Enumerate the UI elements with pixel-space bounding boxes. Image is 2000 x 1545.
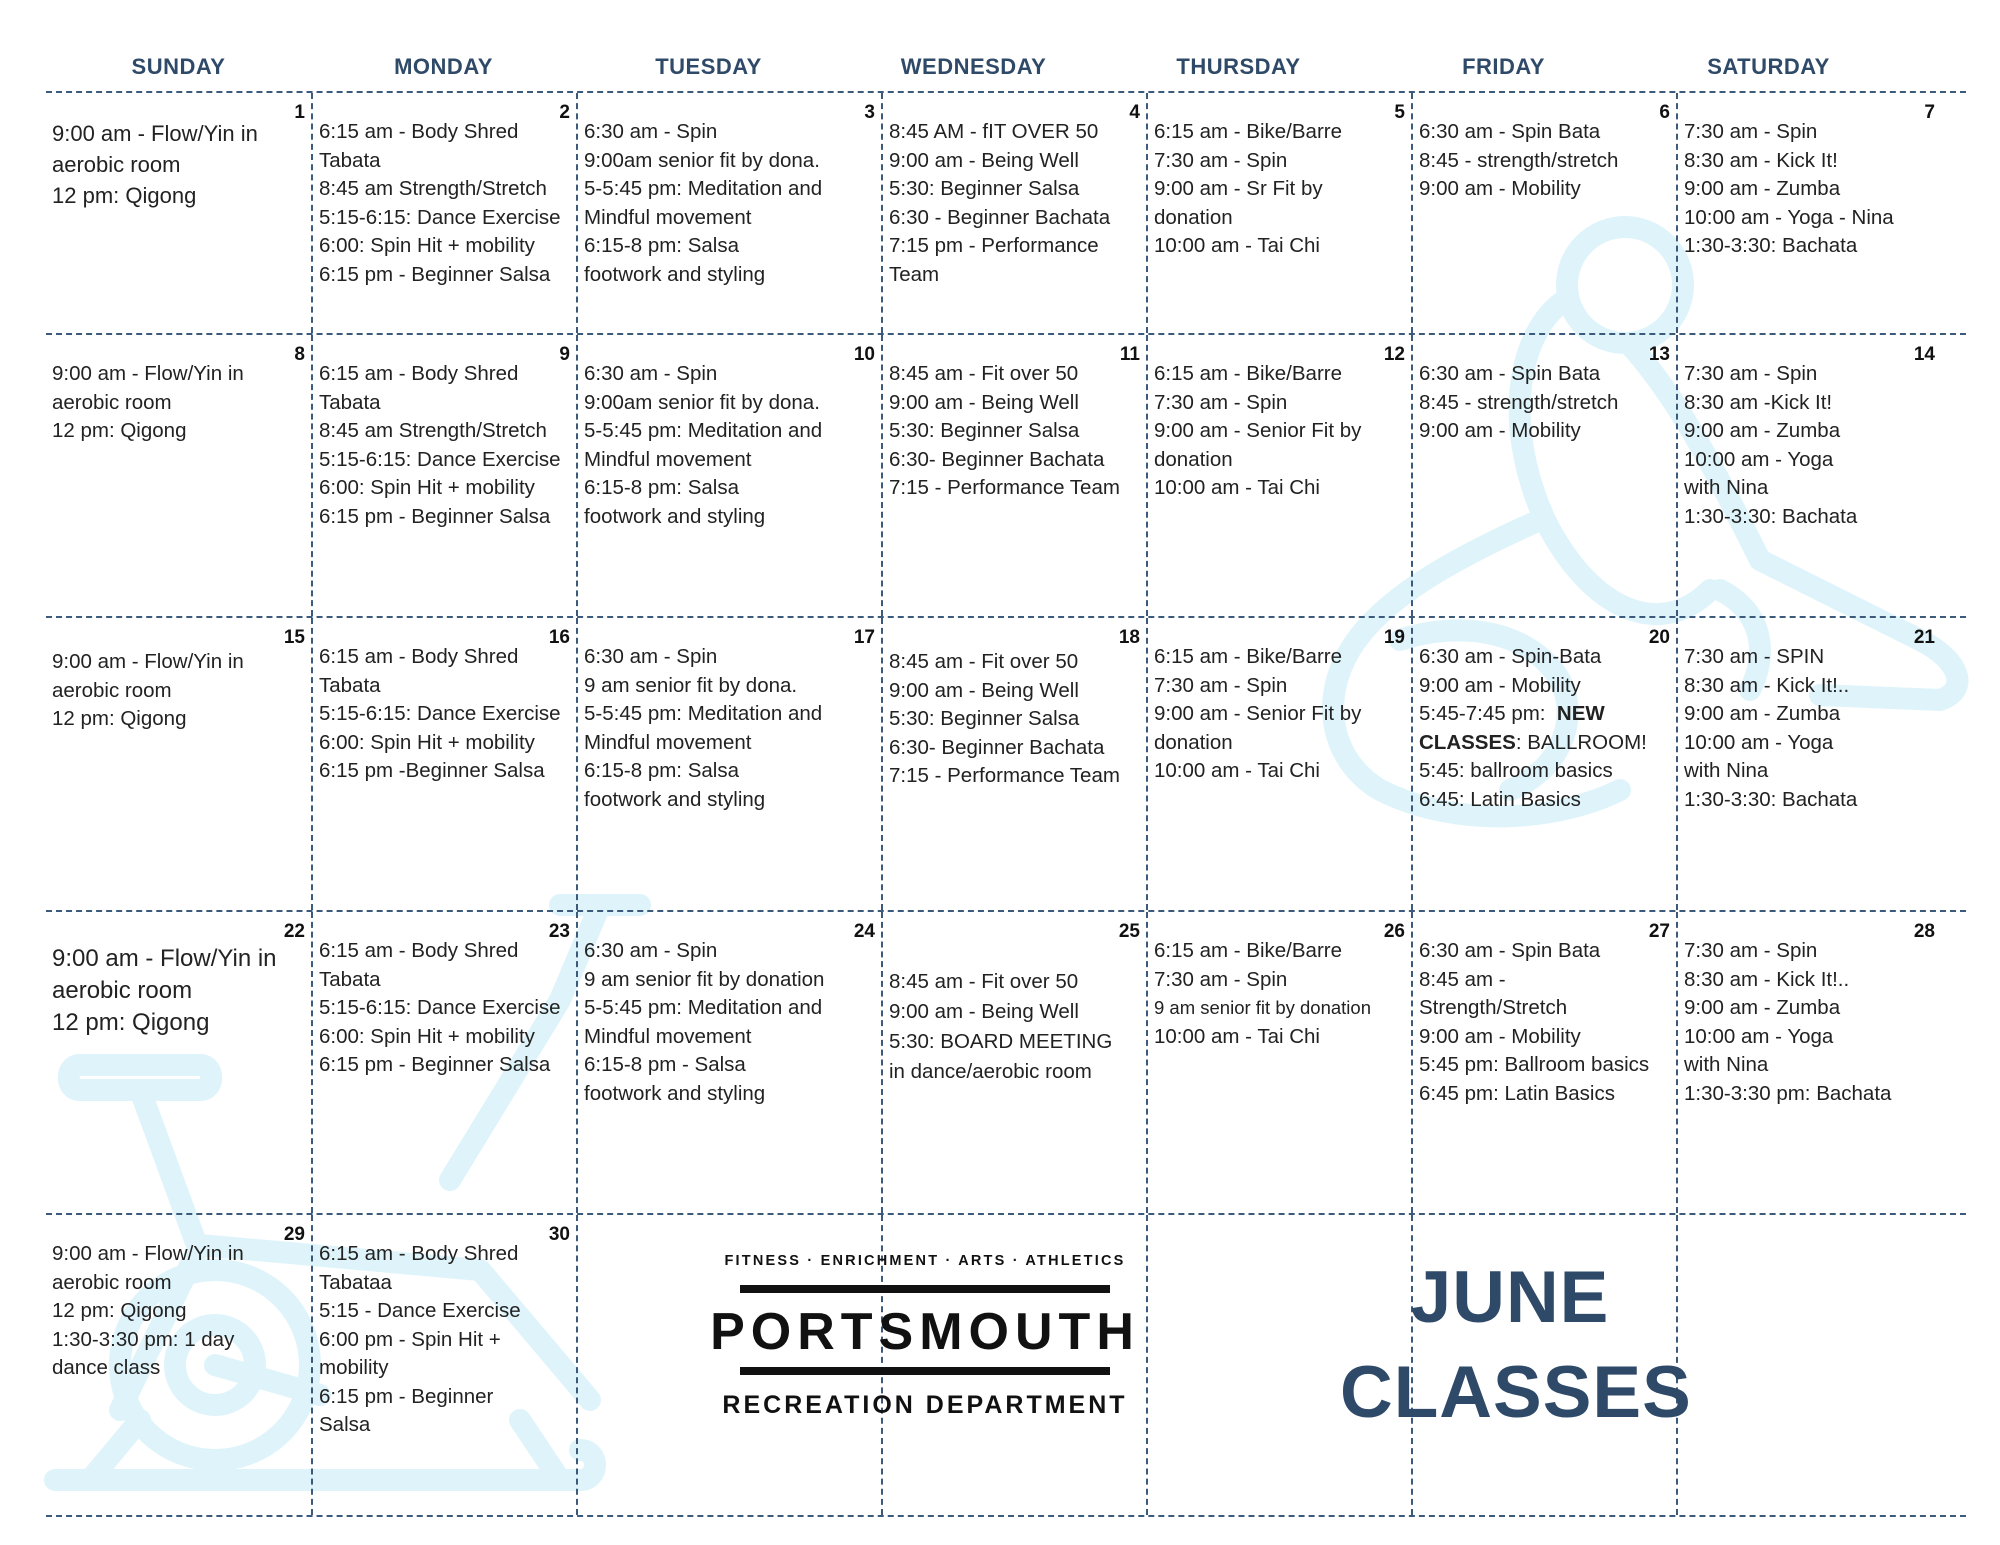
class-entry: 12 pm: Qigong xyxy=(52,707,187,730)
class-entry: 7:30 am - Spin xyxy=(1684,939,1818,962)
day-cell xyxy=(46,1215,311,1515)
weekday-wednesday: WEDNESDAY xyxy=(900,54,1047,79)
day-cell xyxy=(46,335,311,616)
class-entry: 9:00 am - Zumba xyxy=(1684,419,1841,442)
class-entry: 1:30-3:30 pm: Bachata xyxy=(1684,1081,1892,1105)
class-entry: 9:00 am - Flow/Yin in xyxy=(52,650,244,673)
class-entry: 5:15 - Dance Exercise xyxy=(319,1299,521,1322)
class-entry: 9:00 am - Mobility xyxy=(1419,1024,1581,1048)
day-cell xyxy=(311,335,576,616)
class-entry: Mindful movement xyxy=(584,1024,752,1048)
class-entry: 12 pm: Qigong xyxy=(52,419,187,442)
class-entry: 5-5:45 pm: Meditation and xyxy=(584,702,823,725)
class-entry: 8:45 - strength/stretch xyxy=(1419,148,1619,172)
class-entry: 9 am senior fit by dona. xyxy=(584,673,798,697)
class-entry: 9:00 am - Sr Fit by xyxy=(1154,177,1323,200)
class-entry: 6:15 pm - Beginner xyxy=(319,1384,494,1408)
date-number: 19 xyxy=(1383,627,1405,648)
class-entry: 12 pm: Qigong xyxy=(52,183,197,208)
class-entry: 9:00 am - Mobility xyxy=(1419,177,1581,200)
class-entry: 5-5:45 pm: Meditation and xyxy=(584,996,823,1019)
date-number: 8 xyxy=(294,344,305,365)
class-entry: Tabataa xyxy=(319,1270,392,1294)
class-entry: 5:30: Beginner Salsa xyxy=(889,707,1080,730)
class-entry: 6:15-8 pm - Salsa xyxy=(584,1053,746,1076)
class-entry: 5:45 pm: Ballroom basics xyxy=(1419,1053,1650,1076)
new-label: NEW xyxy=(1556,702,1605,725)
class-entry: 6:15-8 pm: Salsa xyxy=(584,759,739,782)
class-entry: 5:15-6:15: Dance Exercise xyxy=(319,205,561,229)
date-number: 22 xyxy=(283,921,305,942)
weekday-thursday: THURSDAY xyxy=(1176,54,1301,79)
class-entry: Tabata xyxy=(319,673,381,697)
class-entry: 7:15 - Performance Team xyxy=(889,764,1120,787)
class-entry: 9:00 am - Flow/Yin in xyxy=(52,121,258,146)
class-entry: 6:30- Beginner Bachata xyxy=(889,447,1105,471)
class-entry: 9:00 am - Being Well xyxy=(889,390,1079,414)
day-cell xyxy=(576,618,881,910)
day-cell xyxy=(576,335,881,616)
week-row xyxy=(46,912,1966,1213)
date-number: 5 xyxy=(1394,102,1405,123)
class-entry: 7:30 am - Spin xyxy=(1154,967,1288,991)
class-entry: Mindful movement xyxy=(584,205,752,229)
date-number: 26 xyxy=(1383,921,1405,942)
day-cell xyxy=(881,618,1146,910)
class-entry: Tabata xyxy=(319,390,381,414)
class-entry: aerobic room xyxy=(52,152,181,177)
class-entry: 6:30 am - Spin Bata xyxy=(1419,939,1601,962)
new-classes-time: 5:45-7:45 pm: xyxy=(1419,702,1557,725)
class-entry: Mindful movement xyxy=(584,730,752,754)
title-line-june: JUNE xyxy=(1410,1257,1610,1338)
day-cell xyxy=(1676,912,1941,1213)
class-entry: 10:00 am - Yoga xyxy=(1684,1024,1834,1048)
class-entry: with Nina xyxy=(1684,759,1769,782)
date-number: 23 xyxy=(548,921,570,942)
date-number: 10 xyxy=(853,344,875,365)
weekday-tuesday: TUESDAY xyxy=(655,54,762,79)
day-cell xyxy=(576,912,881,1213)
date-number: 21 xyxy=(1913,627,1935,648)
logo-tagline: FITNESS · ENRICHMENT · ARTS · ATHLETICS xyxy=(724,1253,1126,1269)
weekday-sunday: SUNDAY xyxy=(131,54,226,79)
day-cell xyxy=(1411,335,1676,616)
date-number: 18 xyxy=(1118,627,1140,648)
logo-rule xyxy=(740,1367,1110,1375)
class-entry: dance class xyxy=(52,1356,161,1379)
class-entry: 8:45 am Strength/Stretch xyxy=(319,419,547,442)
class-entry: 6:30 - Beginner Bachata xyxy=(889,205,1111,229)
class-entry: 6:15 pm - Beginner Salsa xyxy=(319,1053,551,1076)
class-entry: 9:00 am - Being Well xyxy=(889,148,1079,172)
class-entry: Strength/Stretch xyxy=(1419,996,1568,1019)
class-entry: aerobic room xyxy=(52,977,193,1004)
date-number: 12 xyxy=(1383,344,1405,365)
day-cell xyxy=(46,618,311,910)
class-entry: 8:45 - strength/stretch xyxy=(1419,390,1619,414)
class-entry: 8:45 AM - fIT OVER 50 xyxy=(889,120,1099,143)
class-entry: 10:00 am - Tai Chi xyxy=(1154,476,1320,499)
class-entry: 12 pm: Qigong xyxy=(52,1009,210,1036)
class-entry: 6:15 am - Bike/Barre xyxy=(1154,939,1342,962)
class-entry: 6:00: Spin Hit + mobility xyxy=(319,234,535,257)
class-entry: 8:30 am -Kick It! xyxy=(1684,390,1833,414)
day-cell xyxy=(311,93,576,333)
class-entry: 6:15 pm - Beginner Salsa xyxy=(319,262,551,286)
class-entry: 9:00 am - Mobility xyxy=(1419,419,1581,442)
class-entry: 10:00 am - Tai Chi xyxy=(1154,234,1320,257)
logo-name: PORTSMOUTH xyxy=(710,1303,1140,1361)
date-number: 28 xyxy=(1913,921,1935,942)
weekday-friday: FRIDAY xyxy=(1462,54,1545,79)
class-entry: 6:00: Spin Hit + mobility xyxy=(319,1024,535,1048)
class-entry: 9 am senior fit by donation xyxy=(584,967,825,991)
week-row xyxy=(46,618,1966,910)
class-entry: 6:15 am - Body Shred xyxy=(319,1242,519,1265)
class-entry: 7:30 am - SPIN xyxy=(1684,645,1825,668)
class-entry: 7:30 am - Spin xyxy=(1684,120,1818,143)
class-entry: footwork and styling xyxy=(584,1081,766,1105)
class-entry: footwork and styling xyxy=(584,262,766,286)
logo-rule xyxy=(740,1285,1110,1293)
day-cell xyxy=(46,912,311,1213)
page-title xyxy=(1340,1250,1692,1440)
class-entry: 6:30 am - Spin xyxy=(584,939,718,962)
class-entry: donation xyxy=(1154,730,1233,754)
class-entry: 6:15 am - Body Shred xyxy=(319,645,519,668)
day-cell xyxy=(1146,618,1411,910)
day-cell xyxy=(881,93,1146,333)
weekday-header-row xyxy=(46,40,1966,91)
class-entry: 8:45 am - Fit over 50 xyxy=(889,362,1079,385)
day-cell xyxy=(1146,335,1411,616)
date-number: 7 xyxy=(1924,102,1935,123)
grid-divider xyxy=(46,1515,1966,1517)
date-number: 3 xyxy=(864,102,875,123)
class-entry: 9:00 am - Flow/Yin in xyxy=(52,1242,244,1265)
class-entry: 6:15 am - Bike/Barre xyxy=(1154,645,1342,668)
day-cell xyxy=(1146,93,1411,333)
date-number: 20 xyxy=(1648,627,1670,648)
date-number: 16 xyxy=(548,627,570,648)
class-entry: 6:00 pm - Spin Hit + xyxy=(319,1327,501,1351)
day-cell xyxy=(881,335,1146,616)
class-entry: aerobic room xyxy=(52,678,172,702)
class-entry: 10:00 am - Tai Chi xyxy=(1154,759,1320,782)
class-entry: 9:00 am - Senior Fit by xyxy=(1154,702,1362,725)
class-entry: 9:00 am - Senior Fit by xyxy=(1154,419,1362,442)
class-entry: 6:15 am - Body Shred xyxy=(319,939,519,962)
class-entry: aerobic room xyxy=(52,390,172,414)
class-entry: Team xyxy=(889,262,940,286)
class-entry: 8:45 am Strength/Stretch xyxy=(319,177,547,200)
day-cell xyxy=(1676,618,1941,910)
day-cell xyxy=(881,912,1146,1213)
date-number: 6 xyxy=(1659,102,1670,123)
class-entry: 5-5:45 pm: Meditation and xyxy=(584,419,823,442)
date-number: 27 xyxy=(1648,921,1670,942)
day-cell xyxy=(311,1215,576,1515)
date-number: 11 xyxy=(1119,344,1140,365)
date-number: 29 xyxy=(283,1224,305,1245)
class-entry: 8:30 am - Kick It!.. xyxy=(1684,673,1850,697)
class-entry: 5:30: Beginner Salsa xyxy=(889,419,1080,442)
class-entry: mobility xyxy=(319,1356,389,1379)
class-entry: in dance/aerobic room xyxy=(889,1060,1092,1083)
classes-label: CLASSES xyxy=(1419,730,1516,754)
class-entry: 6:15 am - Body Shred xyxy=(319,120,519,143)
class-entry: 6:30 am - Spin-Bata xyxy=(1419,645,1602,668)
ballroom-label: : BALLROOM! xyxy=(1515,730,1647,754)
class-entry: 6:00: Spin Hit + mobility xyxy=(319,476,535,499)
date-number: 14 xyxy=(1913,344,1935,365)
date-number: 9 xyxy=(559,344,570,365)
new-classes-announcement xyxy=(1419,700,1670,729)
week-row xyxy=(46,93,1966,333)
class-entry: Mindful movement xyxy=(584,447,752,471)
day-cell xyxy=(1676,93,1941,333)
date-number: 2 xyxy=(559,102,570,123)
class-entry: 10:00 am - Yoga - Nina xyxy=(1684,205,1894,229)
class-entry: Tabata xyxy=(319,148,381,172)
class-entry: 6:30- Beginner Bachata xyxy=(889,735,1105,759)
class-entry: Tabata xyxy=(319,967,381,991)
class-entry: 7:30 am - Spin xyxy=(1154,390,1288,414)
class-entry: 8:30 am - Kick It! xyxy=(1684,148,1838,172)
class-entry: 9:00 am - Being Well xyxy=(889,678,1079,702)
day-cell xyxy=(1411,618,1676,910)
class-entry: donation xyxy=(1154,205,1233,229)
class-entry: 9:00 am - Flow/Yin in xyxy=(52,362,244,385)
class-entry: 6:30 am - Spin xyxy=(584,120,718,143)
class-entry: 5:15-6:15: Dance Exercise xyxy=(319,996,561,1019)
class-entry: 6:15 am - Bike/Barre xyxy=(1154,120,1342,143)
class-entry: 5:30: Beginner Salsa xyxy=(889,177,1080,200)
class-entry: 9:00 am - Being Well xyxy=(889,1000,1079,1023)
class-entry: 1:30-3:30: Bachata xyxy=(1684,504,1858,528)
class-entry: 9 am senior fit by donation xyxy=(1154,997,1371,1018)
day-cell xyxy=(1411,912,1676,1213)
class-entry: 5-5:45 pm: Meditation and xyxy=(584,177,823,200)
class-entry: 5:15-6:15: Dance Exercise xyxy=(319,447,561,471)
day-cell xyxy=(1146,912,1411,1213)
date-number: 13 xyxy=(1648,344,1670,365)
date-number: 4 xyxy=(1129,102,1140,123)
weekday-saturday: SATURDAY xyxy=(1707,54,1830,79)
class-entry: 6:45 pm: Latin Basics xyxy=(1419,1081,1615,1105)
date-number: 1 xyxy=(294,102,305,123)
class-entry: 5:30: BOARD MEETING xyxy=(889,1030,1113,1053)
class-entry: 5:15-6:15: Dance Exercise xyxy=(319,702,561,725)
class-entry: 9:00am senior fit by dona. xyxy=(584,148,820,172)
class-entry: 6:30 am - Spin xyxy=(584,645,718,668)
class-entry: 1:30-3:30: Bachata xyxy=(1684,787,1858,811)
week-row xyxy=(46,335,1966,616)
day-cell xyxy=(46,93,311,333)
class-entry: 1:30-3:30: Bachata xyxy=(1684,234,1858,257)
class-entry: footwork and styling xyxy=(584,504,766,528)
class-entry: 10:00 am - Tai Chi xyxy=(1154,1024,1320,1048)
class-entry: 7:15 pm - Performance xyxy=(889,234,1099,257)
class-entry: 7:30 am - Spin xyxy=(1684,362,1818,385)
class-entry: 6:15 am - Body Shred xyxy=(319,362,519,385)
class-entry: 9:00 am - Zumba xyxy=(1684,996,1841,1019)
new-classes-announcement xyxy=(1419,729,1670,758)
class-entry: 6:30 am - Spin xyxy=(584,362,718,385)
class-entry: 9:00 am - Zumba xyxy=(1684,177,1841,200)
class-entry: 8:45 am - Fit over 50 xyxy=(889,650,1079,673)
class-entry: with Nina xyxy=(1684,476,1769,499)
class-entry: 6:15-8 pm: Salsa xyxy=(584,234,739,257)
class-entry: 7:30 am - Spin xyxy=(1154,148,1288,172)
class-entry: 8:45 am - xyxy=(1419,967,1506,991)
class-entry: footwork and styling xyxy=(584,787,766,811)
class-entry: 6:00: Spin Hit + mobility xyxy=(319,730,535,754)
class-entry: 6:15-8 pm: Salsa xyxy=(584,476,739,499)
day-cell xyxy=(1411,93,1676,333)
portsmouth-rec-logo xyxy=(700,1253,1150,1420)
class-entry: 5:45: ballroom basics xyxy=(1419,759,1613,782)
class-entry: 8:45 am - Fit over 50 xyxy=(889,970,1079,993)
class-entry: 6:30 am - Spin Bata xyxy=(1419,362,1601,385)
class-entry: 6:15 pm - Beginner Salsa xyxy=(319,504,551,528)
class-entry: Salsa xyxy=(319,1413,371,1436)
class-entry: 7:15 - Performance Team xyxy=(889,476,1120,499)
day-cell xyxy=(576,93,881,333)
class-entry: 9:00 am - Flow/Yin in xyxy=(52,945,277,972)
class-entry: 10:00 am - Yoga xyxy=(1684,447,1834,471)
class-entry: 6:45: Latin Basics xyxy=(1419,787,1581,811)
class-entry: 12 pm: Qigong xyxy=(52,1299,187,1322)
class-entry: 9:00 am - Mobility xyxy=(1419,673,1581,697)
class-entry: 9:00am senior fit by dona. xyxy=(584,390,820,414)
class-entry: 9:00 am - Zumba xyxy=(1684,702,1841,725)
class-entry: 6:30 am - Spin Bata xyxy=(1419,120,1601,143)
date-number: 30 xyxy=(548,1224,570,1245)
class-entry: 7:30 am - Spin xyxy=(1154,673,1288,697)
class-entry: aerobic room xyxy=(52,1270,172,1294)
date-number: 25 xyxy=(1118,921,1140,942)
title-line-classes: CLASSES xyxy=(1340,1352,1692,1433)
class-entry: 6:15 pm -Beginner Salsa xyxy=(319,759,545,782)
class-entry: with Nina xyxy=(1684,1053,1769,1076)
class-entry: 6:15 am - Bike/Barre xyxy=(1154,362,1342,385)
logo-department: RECREATION DEPARTMENT xyxy=(722,1391,1128,1419)
day-cell xyxy=(1676,335,1941,616)
class-entry: 1:30-3:30 pm: 1 day xyxy=(52,1327,235,1351)
day-cell xyxy=(311,912,576,1213)
class-entry: 10:00 am - Yoga xyxy=(1684,730,1834,754)
date-number: 15 xyxy=(283,627,305,648)
day-cell xyxy=(1676,1215,1941,1515)
class-entry: 8:30 am - Kick It!.. xyxy=(1684,967,1850,991)
weekday-monday: MONDAY xyxy=(394,54,493,79)
date-number: 17 xyxy=(853,627,875,648)
date-number: 24 xyxy=(853,921,875,942)
class-entry: donation xyxy=(1154,447,1233,471)
day-cell xyxy=(311,618,576,910)
